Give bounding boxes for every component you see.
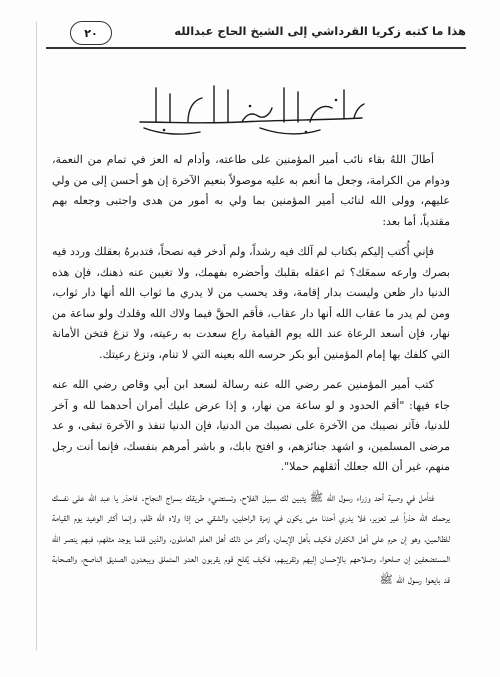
header-title: هذا ما كتبه زكريا القرداشي إلى الشيخ الحاج عبدالله <box>174 24 466 38</box>
header-rule <box>46 47 466 49</box>
paragraph-2: فإني أُكتب إليكم بكتاب لم آلك فيه رشداً، ولم أدخر فيه نصحاً، فتدبرهُ بعقلك وردد فيه بصرك وارعه سمعَك؟ ثم اعقله بقلبك وأحضره بفهمك، ولا تغيبن عنه ذهنك، فإن هذه الدنيا دار ظعن وليست بدار إقامة، وقد يحسب من لا يدري ما ثواب الله أنها دار ثواب، ومن لم يدر ما عقاب الله أنها دار عقاب، فأقم الحقَّ فيما ولاك الله وقلدك ولو ساعة من نهار، فإن أسعد الرعاة عند الله يوم القيامة راع سعدت به رعيته، ولا تزغ فتخن الأمانة التي كلفك بها إمام المؤمنين أبو بكر حرسه الله بعينه التي لا تنام، وتزغ رعيتك. <box>52 245 450 361</box>
paragraph-4: فتأمل في وصية أحد وزراء رسول الله ﷺ يتبين لك سبيل الفلاح، وتستضيء طريقك بسراج النجاح. فاحذر يا عبد الله على نفسك يرحمك الله حذراً غير تعزير، فلا يدري أحدنا متى يكون في زمرة الراحلين، والشقي من إذا ولاه الله ظلم، وإنما أكثر الوعيد يوم القيامة للظالمين، وهو إن حرم على أهل الكفران فكيف بأهل الإيمان، وأكثر من ذلك أهل العلم العاملون، والذين قلما يوجد مثلهم، فبهم ينصر الله المستضعفين إن صلحوا، وصلاحهم بالإحسان إليهم وتقريبهم، فكيف يُفلح قوم يقربون العدو المتملق ويبعدون الصديق الناصح، والصحابة قد بايعوا رسول الله ﷺ <box>52 490 450 586</box>
body-text <box>52 150 450 590</box>
page-number-badge: ٢٠ <box>70 21 112 45</box>
paragraph-3: كتب أمير المؤمنين عمر رضي الله عنه رسالة لسعد ابن أبي وقاص رضي الله عنه جاء فيها: "أقم الحدود و لو ساعة من نهار، و إذا عرض عليك أمران أحدهما لله و آخر للدنيا، فآثر نصيبك من الآخرة على نصيبك من الدنيا، فإن الدنيا تنفذ و الآخرة تبقى، و عد مرضى المسلمين، و اشهد جنائزهم، و افتح بابك، و باشر أمرهم بنفسك، فإنما أنت رجل منهم، غير أن الله جعلك أثقلهم حملا". <box>52 378 450 473</box>
paragraph-1: أطالَ اللهُ بقاء نائب أمير المؤمنين على طاعته، وأدام له العز في تمام من النعمة، ودوام من الكرامة، وجعل ما أنعم به عليه موصولاً بنعيم الآخرة إن هو أحسن إلى من ولي عليهم، وولى الله لنائب أمير المؤمنين بما ولي به أمور من هدى واجتبى وجعله بهم مقتدياً، أما بعد: <box>52 153 450 228</box>
running-header <box>46 20 466 54</box>
bismillah-calligraphy <box>130 78 370 140</box>
page-edge-line <box>36 22 37 650</box>
